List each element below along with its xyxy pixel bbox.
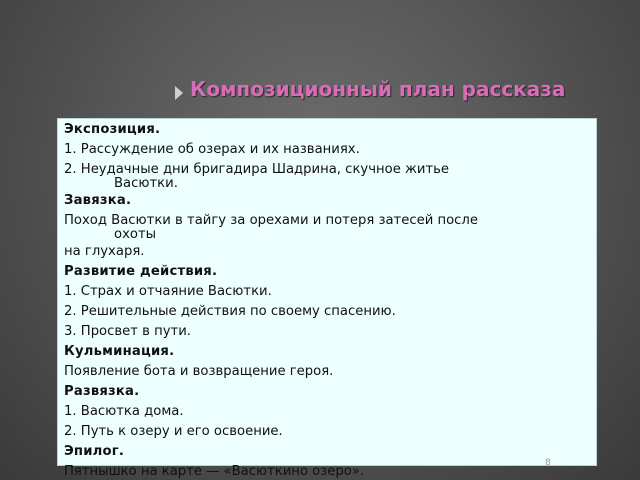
- denouement-item-2: 2. Путь к озеру и его освоение.: [64, 424, 283, 439]
- climax-heading: Кульминация.: [64, 344, 175, 359]
- title-bullet-arrow: [175, 86, 183, 100]
- denouement-heading: Развязка.: [64, 384, 140, 399]
- exposition-item-2-line-2: Васютки.: [114, 176, 178, 191]
- page-number: 8: [545, 458, 551, 468]
- development-item-1: 1. Страх и отчаяние Васютки.: [64, 284, 272, 299]
- content-panel: [57, 118, 597, 479]
- climax-text: Появление бота и возвращение героя.: [64, 364, 334, 379]
- plot-text-line-2: охоты: [114, 227, 157, 242]
- exposition-item-2: [64, 162, 590, 189]
- epilogue-heading: Эпилог.: [64, 444, 125, 459]
- exposition-item-1: 1. Рассуждение об озерах и их названиях.: [64, 142, 360, 157]
- plot-text: [64, 213, 590, 240]
- development-heading: Развитие действия.: [64, 264, 218, 279]
- exposition-item-2-line-1: 2. Неудачные дни бригадира Шадрина, скучное житье: [64, 162, 450, 177]
- plot-text-line-3: на глухаря.: [64, 244, 145, 259]
- denouement-item-1: 1. Васютка дома.: [64, 404, 184, 419]
- development-item-2: 2. Решительные действия по своему спасению.: [64, 304, 396, 319]
- development-item-3: 3. Просвет в пути.: [64, 324, 191, 339]
- plot-text-line-1: Поход Васютки в тайгу за орехами и потеря затесей после: [64, 213, 478, 228]
- epilogue-text: Пятнышко на карте — «Васюткино озеро».: [64, 464, 365, 479]
- slide-title: Композиционный план рассказа: [190, 77, 566, 101]
- plot-heading: Завязка.: [64, 193, 132, 208]
- exposition-heading: Экспозиция.: [64, 122, 161, 137]
